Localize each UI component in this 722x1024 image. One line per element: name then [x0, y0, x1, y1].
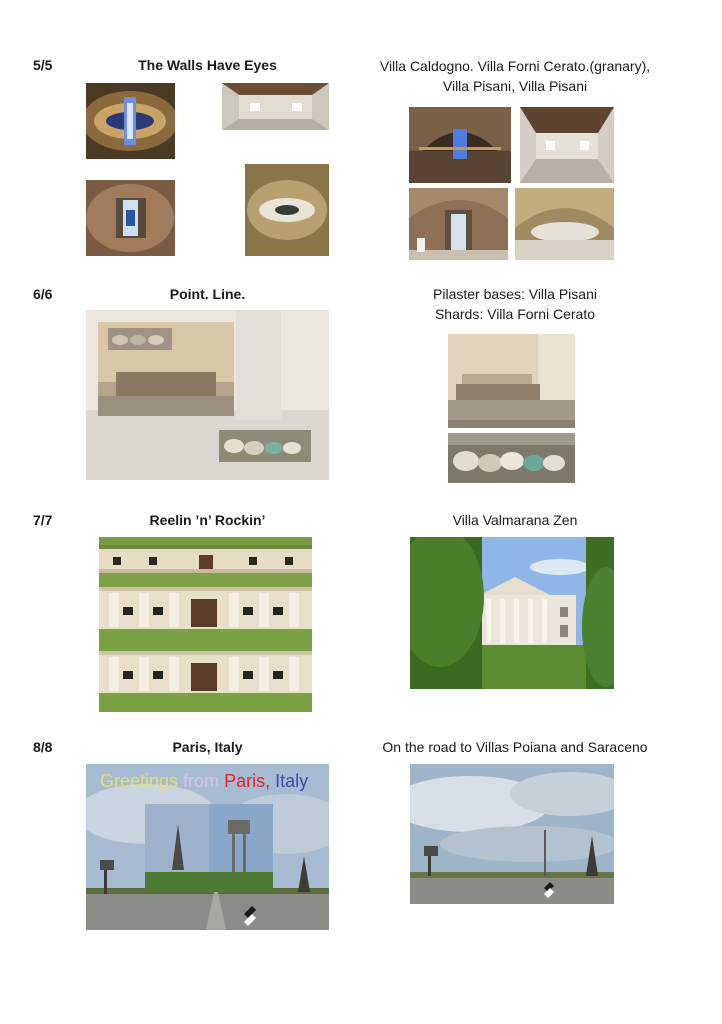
section-title: Reelin ’n’ Rockin’	[149, 512, 266, 528]
villa-caldogno-photo	[409, 107, 511, 183]
caption-line: Pilaster bases: Villa Pisani	[433, 286, 597, 302]
kaleidoscope-photo	[245, 164, 329, 256]
pilaster-base-photo	[448, 334, 575, 428]
section-caption	[345, 284, 685, 324]
caption-line: Villa Caldogno. Villa Forni Cerato.(granary),	[379, 58, 651, 74]
section-number: 5/5	[33, 57, 53, 73]
villa-valmarana-zen-photo	[410, 537, 614, 689]
postcard-greeting	[100, 771, 308, 792]
section-caption	[345, 737, 685, 757]
greetings-word: Greetings	[100, 771, 179, 791]
section-title: Point. Line.	[169, 286, 246, 302]
section-title: Paris, Italy	[172, 739, 243, 755]
section-number: 8/8	[33, 739, 53, 755]
road-to-villas-photo	[410, 764, 614, 904]
villa-forni-cerato-granary-photo	[520, 107, 614, 183]
villa-pisani-photo	[409, 188, 508, 260]
section-number: 7/7	[33, 512, 53, 528]
section-number: 6/6	[33, 286, 53, 302]
caption-line: Villa Pisani, Villa Pisani	[442, 78, 588, 94]
caption-line: Villa Valmarana Zen	[452, 512, 578, 528]
shards-photo	[448, 433, 575, 483]
villa-pisani-photo	[515, 188, 614, 260]
section-caption	[345, 56, 685, 96]
kaleidoscope-photo	[86, 83, 175, 159]
collage-photo	[86, 310, 329, 480]
paris-italy-postcard	[86, 764, 329, 930]
caption-line: Shards: Villa Forni Cerato	[434, 306, 596, 322]
from-word: from	[183, 771, 220, 791]
italy-word: Italy	[275, 771, 309, 791]
caption-line: On the road to Villas Poiana and Saraceno	[382, 739, 648, 755]
villa-strip-photo	[99, 537, 312, 712]
kaleidoscope-photo	[86, 180, 175, 256]
granary-photo	[222, 83, 329, 130]
paris-word: Paris,	[224, 771, 271, 791]
section-title: The Walls Have Eyes	[138, 57, 277, 73]
section-caption	[345, 510, 685, 530]
